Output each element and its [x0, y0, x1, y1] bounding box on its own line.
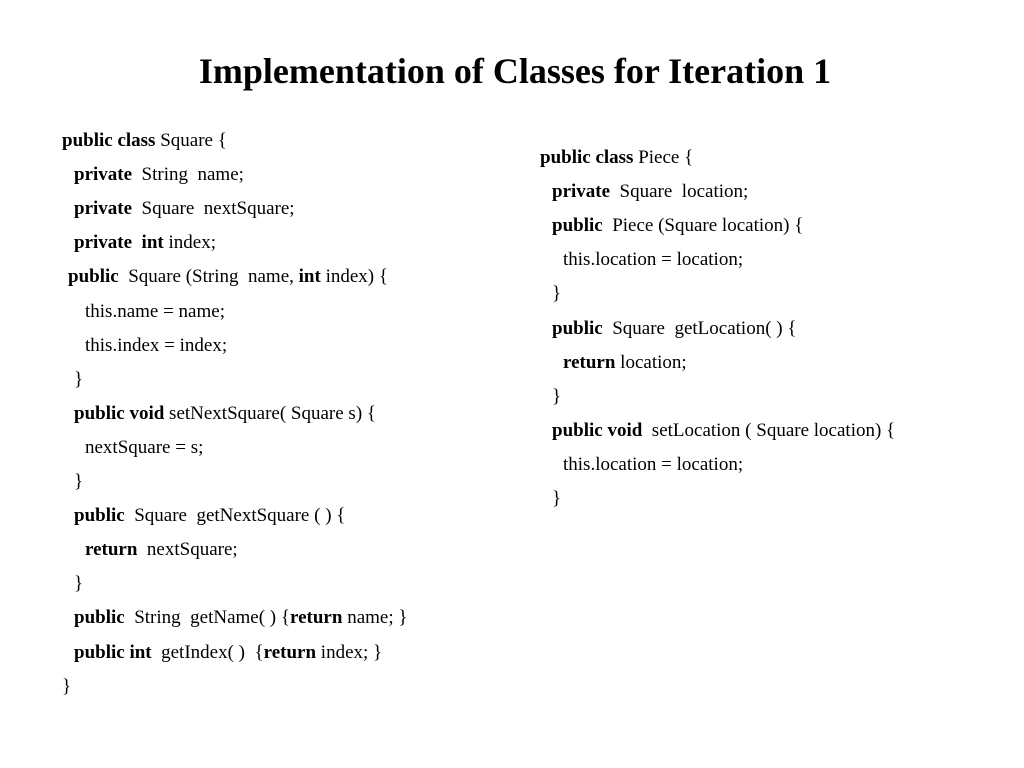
code-line	[552, 482, 561, 516]
code-line	[552, 312, 796, 346]
code-line	[74, 226, 216, 260]
code-line	[552, 414, 895, 448]
code-keyword: public class	[62, 130, 156, 151]
code-line	[563, 346, 687, 380]
code-text: this.location = location;	[563, 453, 744, 475]
code-text: Square (String name,	[118, 266, 299, 288]
code-line	[74, 567, 83, 601]
code-keyword: return	[563, 351, 616, 373]
code-keyword: private	[552, 181, 611, 203]
code-line	[74, 465, 83, 499]
code-keyword: public class	[540, 147, 634, 168]
code-keyword: public int	[74, 641, 152, 663]
code-line	[563, 448, 743, 482]
code-keyword: return	[290, 607, 343, 629]
code-line	[85, 431, 203, 465]
code-line	[74, 397, 376, 431]
code-text: this.location = location;	[563, 249, 744, 271]
code-text: nextSquare;	[137, 539, 238, 561]
code-text: index; }	[316, 641, 383, 663]
code-text: }	[74, 573, 84, 595]
code-text: Square {	[155, 130, 227, 151]
code-text: Square nextSquare;	[132, 198, 295, 220]
code-text: Piece {	[633, 147, 694, 168]
code-line	[540, 141, 693, 175]
code-text: setNextSquare( Square s) {	[164, 402, 377, 424]
code-line	[74, 499, 345, 533]
code-keyword: public	[552, 215, 603, 237]
code-line	[74, 363, 83, 397]
code-line	[62, 124, 227, 158]
code-text	[132, 232, 142, 253]
code-keyword: return	[263, 641, 317, 663]
code-text: this.index = index;	[85, 334, 228, 356]
code-text: Square getNextSquare ( ) {	[124, 505, 346, 527]
code-text: getIndex( ) {	[151, 641, 264, 663]
code-text: name; }	[342, 607, 408, 629]
code-text: String getName( ) {	[124, 607, 291, 629]
code-line	[85, 295, 225, 329]
code-line	[552, 209, 803, 243]
code-line	[62, 670, 71, 704]
code-line	[563, 243, 743, 277]
code-text: location;	[615, 351, 687, 373]
code-text: setLocation ( Square location) {	[642, 419, 896, 441]
code-keyword: private	[74, 198, 133, 220]
code-keyword: public void	[552, 419, 643, 441]
code-text: }	[74, 471, 84, 492]
code-text: }	[552, 385, 562, 407]
code-text: Piece (Square location) {	[602, 215, 804, 237]
code-text: index) {	[320, 266, 388, 288]
code-keyword: int	[141, 232, 164, 254]
code-text: }	[74, 368, 84, 390]
code-text: String name;	[132, 164, 244, 186]
slide-title: Implementation of Classes for Iteration 1	[198, 51, 832, 91]
code-line	[74, 601, 407, 635]
code-line	[68, 260, 388, 294]
code-text: Square getLocation( ) {	[602, 317, 797, 339]
code-line	[552, 277, 561, 311]
code-text: index;	[163, 232, 216, 254]
code-keyword: private	[74, 164, 133, 186]
code-text: Square location;	[610, 181, 749, 203]
code-line	[74, 158, 244, 192]
code-text: }	[552, 488, 562, 509]
code-keyword: public	[74, 505, 125, 527]
code-line	[74, 192, 295, 226]
code-keyword: int	[298, 266, 321, 288]
code-text: }	[552, 283, 562, 305]
code-keyword: return	[85, 539, 138, 561]
code-keyword: private	[74, 232, 133, 254]
code-text: nextSquare = s;	[85, 436, 204, 458]
code-line	[74, 636, 382, 670]
code-keyword: public	[68, 266, 119, 288]
code-keyword: public void	[74, 402, 165, 424]
code-keyword: public	[74, 607, 125, 629]
code-line	[552, 380, 561, 414]
code-text: this.name = name;	[85, 300, 225, 322]
code-keyword: public	[552, 317, 603, 339]
code-line	[552, 175, 748, 209]
code-line	[85, 533, 238, 567]
code-text: }	[62, 675, 72, 697]
code-line	[85, 329, 227, 363]
